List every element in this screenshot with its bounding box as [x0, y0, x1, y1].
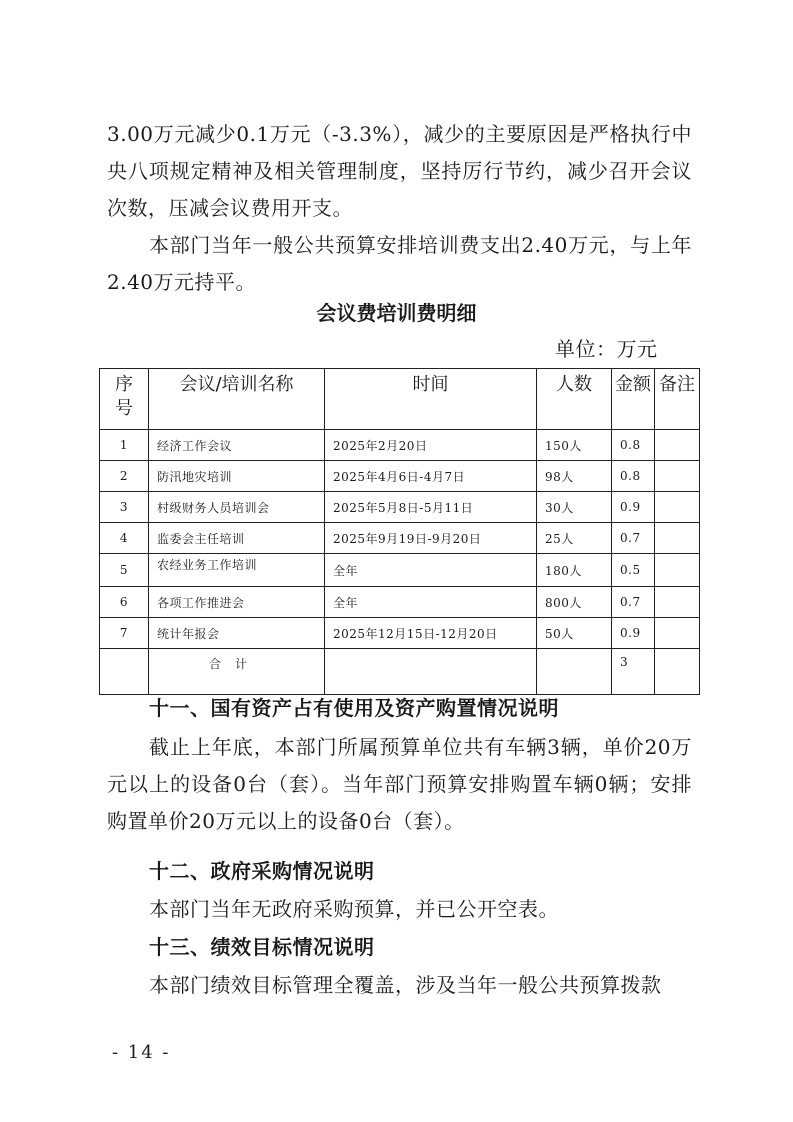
cell-note	[655, 554, 700, 587]
table-row	[100, 587, 700, 618]
cell-name: 经济工作会议	[149, 430, 325, 461]
table-header-row	[100, 369, 700, 430]
cell-name: 各项工作推进会	[149, 587, 325, 618]
cell-name: 农经业务工作培训	[149, 554, 325, 587]
header-no: 序号	[100, 369, 149, 430]
paragraph-training-expense: 本部门当年一般公共预算安排培训费支出2.40万元，与上年2.40万元持平。	[107, 233, 692, 294]
cell-no: 2	[100, 461, 149, 492]
cell-note	[655, 461, 700, 492]
section-12-heading: 十二、政府采购情况说明	[149, 859, 375, 883]
cell-amount: 0.8	[612, 430, 655, 461]
cell-people: 50人	[537, 618, 612, 649]
cell-amount: 0.9	[612, 618, 655, 649]
header-people: 人数	[537, 369, 612, 430]
cell-amount: 0.8	[612, 461, 655, 492]
table-unit: 单位：万元	[555, 337, 658, 361]
cell-time: 2025年2月20日	[325, 430, 537, 461]
cell-name: 监委会主任培训	[149, 523, 325, 554]
cell-time: 全年	[325, 587, 537, 618]
cell-note	[655, 492, 700, 523]
total-amount: 3	[612, 649, 655, 695]
cell-note	[655, 430, 700, 461]
table-row	[100, 430, 700, 461]
cell-note	[655, 649, 700, 695]
cell-time: 2025年12月15日-12月20日	[325, 618, 537, 649]
cell-people: 25人	[537, 523, 612, 554]
cell-no: 7	[100, 618, 149, 649]
header-name: 会议/培训名称	[149, 369, 325, 430]
cell-people: 150人	[537, 430, 612, 461]
section-12-body: 本部门当年无政府采购预算，并已公开空表。	[149, 897, 559, 921]
cell-time: 2025年4月6日-4月7日	[325, 461, 537, 492]
section-13-heading: 十三、绩效目标情况说明	[149, 935, 375, 959]
cell-time	[325, 649, 537, 695]
section-11-body: 截止上年底，本部门所属预算单位共有车辆3辆，单价20万元以上的设备0台（套）。当年部门预算安排购置车辆0辆；安排购置单价20万元以上的设备0台（套）。	[107, 735, 692, 833]
section-13-body: 本部门绩效目标管理全覆盖，涉及当年一般公共预算拨款	[149, 973, 662, 997]
cell-name: 统计年报会	[149, 618, 325, 649]
meeting-training-table	[99, 368, 700, 695]
cell-note	[655, 523, 700, 554]
table-row	[100, 492, 700, 523]
cell-people: 180人	[537, 554, 612, 587]
header-time: 时间	[325, 369, 537, 430]
table-row	[100, 618, 700, 649]
header-amount: 金额	[612, 369, 655, 430]
cell-note	[655, 587, 700, 618]
cell-people	[537, 649, 612, 695]
cell-no	[100, 649, 149, 695]
cell-name: 村级财务人员培训会	[149, 492, 325, 523]
cell-amount: 0.7	[612, 587, 655, 618]
table-total-row	[100, 649, 700, 695]
header-note: 备注	[655, 369, 700, 430]
cell-time: 全年	[325, 554, 537, 587]
cell-note	[655, 618, 700, 649]
total-label: 合计	[149, 649, 325, 695]
cell-people: 800人	[537, 587, 612, 618]
cell-people: 98人	[537, 461, 612, 492]
cell-no: 3	[100, 492, 149, 523]
cell-no: 6	[100, 587, 149, 618]
cell-amount: 0.5	[612, 554, 655, 587]
cell-amount: 0.7	[612, 523, 655, 554]
cell-no: 1	[100, 430, 149, 461]
cell-no: 5	[100, 554, 149, 587]
paragraph-meeting-expense: 3.00万元减少0.1万元（-3.3%），减少的主要原因是严格执行中央八项规定精神及相关管理制度，坚持厉行节约，减少召开会议次数，压减会议费用开支。	[107, 122, 692, 220]
cell-name: 防汛地灾培训	[149, 461, 325, 492]
table-row	[100, 554, 700, 587]
cell-people: 30人	[537, 492, 612, 523]
cell-amount: 0.9	[612, 492, 655, 523]
table-row	[100, 461, 700, 492]
table-title: 会议费培训费明细	[316, 301, 477, 325]
cell-time: 2025年5月8日-5月11日	[325, 492, 537, 523]
section-11-heading: 十一、国有资产占有使用及资产购置情况说明	[149, 696, 559, 720]
table-row	[100, 523, 700, 554]
cell-time: 2025年9月19日-9月20日	[325, 523, 537, 554]
cell-no: 4	[100, 523, 149, 554]
page-number: - 14 -	[112, 1042, 171, 1063]
